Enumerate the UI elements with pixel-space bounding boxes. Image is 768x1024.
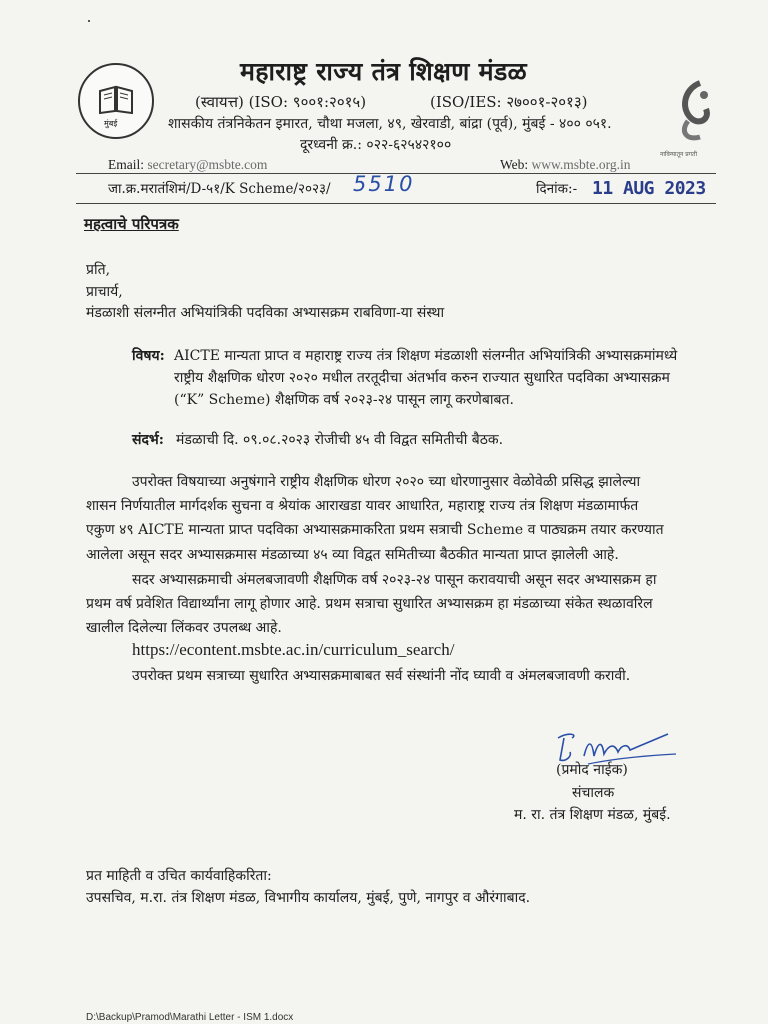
subject-line: (“K” Scheme) शैक्षणिक वर्ष २०२३-२४ पासून लागू करणेबाबत. [174, 392, 514, 408]
signatory-designation: संचालक [572, 785, 615, 801]
closing-line: उपरोक्त प्रथम सत्राच्या सुधारित अभ्यासक्रमाबाबत सर्व संस्थांनी नोंद घ्यावी व अंमलबजावणी करावी. [132, 668, 631, 684]
paragraph-line: खालील दिलेल्या लिंकवर उपलब्ध आहे. [86, 620, 282, 636]
iso-ies: (ISO/IES: २७००१-२०१३) [430, 93, 588, 111]
web-label: Web: [500, 157, 529, 172]
circular-heading: महत्वाचे परिपत्रक [84, 215, 179, 233]
email-label: Email: [108, 157, 144, 172]
reference-label: संदर्भ: [132, 432, 164, 448]
subject-line: राष्ट्रीय शैक्षणिक धोरण २०२० मधील तरतूदीचा अंतर्भाव करुन राज्यात सुधारित पदविका अभ्यासक्रम [174, 370, 670, 386]
organization-title: महाराष्ट्र राज्य तंत्र शिक्षण मंडळ [240, 57, 527, 86]
emblem-caption: नाविन्यातून प्रगती [660, 151, 698, 158]
reference-number: जा.क्र.मरातंशिमं/D-५१/K Scheme/२०२३/ [108, 181, 331, 197]
to-line: प्राचार्य, [86, 284, 123, 300]
reference-text: मंडळाची दि. ०९.०८.२०२३ रोजीची ४५ वी विद्वत समितीची बैठक. [176, 432, 504, 448]
signatory-name: (प्रमोद नाईक) [556, 762, 628, 778]
file-path: D:\Backup\Pramod\Marathi Letter - ISM 1.docx [86, 1012, 294, 1023]
copy-to-recipients: उपसचिव, म.रा. तंत्र शिक्षण मंडळ, विभागीय कार्यालय, मुंबई, पुणे, नागपुर व औरंगाबाद. [86, 890, 531, 906]
logo-text: मुंबई [104, 119, 118, 128]
subject-line: AICTE मान्यता प्राप्त व महाराष्ट्र राज्य तंत्र शिक्षण मंडळाशी संलग्नीत अभियांत्रिकी अभ्यासक्रमांमध्ये [174, 348, 678, 364]
emblem-icon [670, 75, 722, 155]
paragraph-line: प्रथम वर्ष प्रवेशित विद्यार्थ्यांना लागू होणार आहे. प्रथम सत्राचा सुधारित अभ्यासक्रम हा मंडळाच्या संकेत स्थळावरिल [86, 596, 653, 612]
scan-speck [88, 20, 90, 22]
paragraph-line: शासन निर्णयातील मार्गदर्शक सुचना व श्रेयांक आराखडा यावर आधारित, महाराष्ट्र राज्य तंत्र शिक्षण मंडळामार्फत [86, 498, 639, 514]
paragraph-line: सदर अभ्यासक्रमाची अंमलबजावणी शैक्षणिक वर्ष २०२३-२४ पासून करावयाची असून सदर अभ्यासक्रम हा [132, 572, 657, 588]
handwritten-number: 5510 [353, 172, 415, 196]
subject-label: विषय: [132, 348, 165, 364]
web-row [500, 157, 631, 173]
curriculum-link[interactable]: https://econtent.msbte.ac.in/curriculum_search/ [132, 640, 455, 659]
paragraph-line: उपरोक्त विषयाच्या अनुषंगाने राष्ट्रीय शैक्षणिक धोरण २०२० च्या धोरणानुसार वेळोवेळी प्रसिद्ध झालेल्या [132, 474, 641, 490]
to-line: प्रति, [86, 262, 111, 278]
msbte-logo [78, 63, 154, 139]
to-line: मंडळाशी संलग्नीत अभियांत्रिकी पदविका अभ्यासक्रम राबविणा-या संस्था [86, 305, 445, 321]
paragraph-line: आलेला असून सदर अभ्यासक्रमास मंडळाच्या ४५ व्या विद्वत समितीच्या बैठकीत मान्यता प्राप्त झालेली आहे. [86, 547, 619, 563]
copy-to-label: प्रत माहिती व उचित कार्यवाहिकरिता: [86, 868, 272, 884]
date-label: दिनांक:- [536, 181, 578, 197]
phone: दूरध्वनी क्र.: ०२२-६२५४२१०० [300, 137, 452, 153]
divider-bottom [76, 203, 716, 204]
book-icon [98, 85, 134, 115]
paragraph-line: एकुण ४९ AICTE मान्यता प्राप्त पदविका अभ्यासक्रमाकरिता प्रथम सत्राची Scheme व पाठ्यक्रम तयार करण्यात [86, 522, 664, 538]
signatory-organization: म. रा. तंत्र शिक्षण मंडळ, मुंबई. [514, 807, 671, 823]
email-link[interactable]: secretary@msbte.com [147, 157, 268, 172]
web-link[interactable]: www.msbte.org.in [531, 157, 631, 172]
address: शासकीय तंत्रनिकेतन इमारत, चौथा मजला, ४९, खेरवाडी, बांद्रा (पूर्व), मुंबई - ४०० ०५१. [168, 116, 612, 132]
date-stamp: 11 AUG 2023 [592, 178, 706, 199]
email-row [108, 157, 267, 173]
iso-autonomous: (स्वायत्त) (ISO: ९००१:२०१५) [195, 93, 367, 111]
